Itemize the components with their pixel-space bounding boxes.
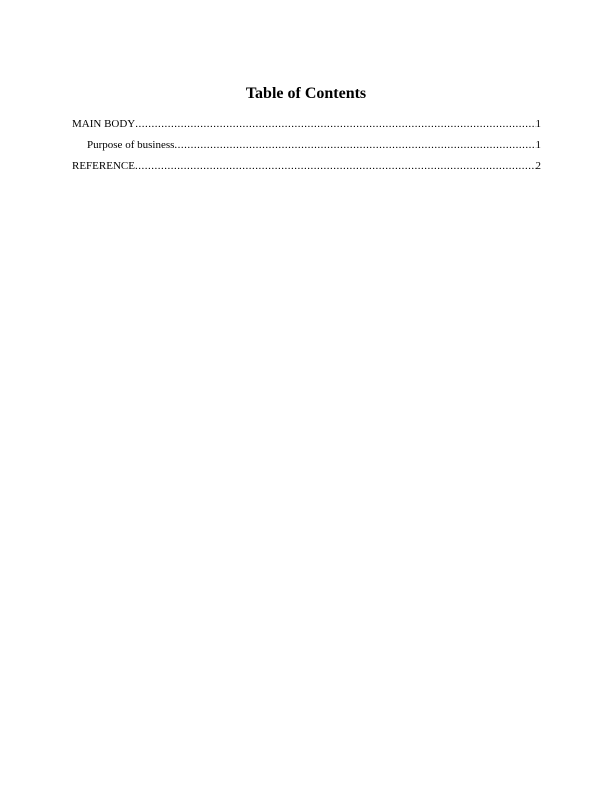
table-of-contents	[72, 117, 541, 180]
toc-page-number: 1	[535, 118, 541, 130]
toc-entry-label: MAIN BODY	[72, 118, 136, 130]
toc-entry-purpose-of-business[interactable]	[72, 138, 541, 152]
toc-page-number: 1	[535, 139, 541, 151]
toc-dot-leader	[174, 138, 535, 152]
toc-entry-label: REFERENCE	[72, 160, 135, 172]
toc-dot-leader	[135, 159, 536, 173]
toc-entry-main-body[interactable]	[72, 117, 541, 131]
toc-entry-label: Purpose of business	[87, 139, 175, 151]
toc-page-number: 2	[535, 160, 541, 172]
toc-title: Table of Contents	[245, 85, 367, 102]
toc-dot-leader	[135, 117, 535, 131]
toc-entry-reference[interactable]	[72, 159, 541, 173]
